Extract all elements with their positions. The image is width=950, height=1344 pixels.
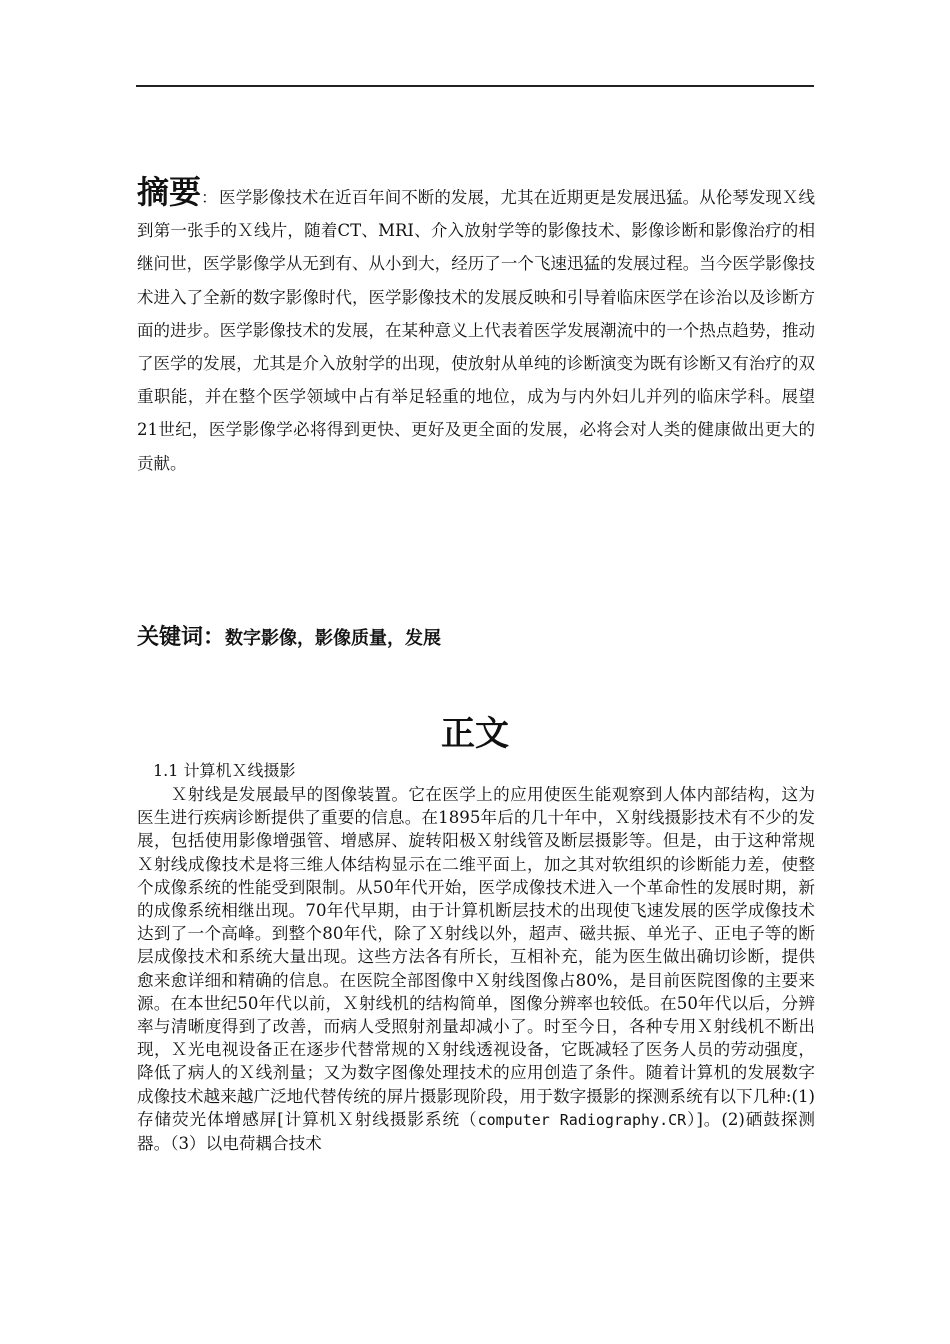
body-paragraph [137,783,815,1155]
body-text-part2: ）]。(2)硒鼓探测器。（3）以电荷耦合技术 [137,1109,815,1154]
keywords-line [137,620,815,651]
body-text-part1: Ｘ射线是发展最早的图像装置。它在医学上的应用使医生能观察到人体内部结构，这为医生进行疾病诊断提供了重要的信息。在1895年后的几十年中，Ｘ射线摄影技术有不少的发展，包括使用影像增强管、增感屏、旋转阳极Ｘ射线管及断层摄影等。但是，由于这种常规Ｘ射线成像技术是将三维人体结构显示在二维平面上，加之其对软组织的诊断能力差，使整个成像系统的性能受到限制。从50年代开始，医学成像技术进入一个革命性的发展时期，新的成像系统相继出现。70年代早期，由于计算机断层技术的出现使飞速发展的医学成像技术达到了一个高峰。到整个80年代，除了Ｘ射线以外，超声、磁共振、单光子、正电子等的断层成像技术和系统大量出现。这些方法各有所长，互相补充，能为医生做出确切诊断，提供愈来愈详细和精确的信息。在医院全部图像中Ｘ射线图像占80%，是目前医院图像的主要来源。在本世纪50年代以前，Ｘ射线机的结构简单，图像分辨率也较低。在50年代以后，分辨率与清晰度得到了改善，而病人受照射剂量却减小了。时至今日，各种专用Ｘ射线机不断出现，Ｘ光电视设备正在逐步代替常规的Ｘ射线透视设备，它既减轻了医务人员的劳动强度，降低了病人的Ｘ线剂量；又为数字图像处理技术的应用创造了条件。随着计算机的发展数字成像技术越来越广泛地代替传统的屏片摄影现阶段，用于数字摄影的探测系统有以下几种:(1)存储荧光体增感屏[计算机Ｘ射线摄影系统（ [137,785,815,1129]
keywords-value: 数字影像，影像质量，发展 [225,628,442,649]
abstract-text: 医学影像技术在近百年间不断的发展，尤其在近期更是发展迅猛。从伦琴发现Ｘ线到第一张手的Ｘ线片，随着CT、MRI、介入放射学等的影像技术、影像诊断和影像治疗的相继问世，医学影像学从无到有、从小到大，经历了一个飞速迅猛的发展过程。当今医学影像技术进入了全新的数字影像时代，医学影像技术的发展反映和引导着临床医学在诊治以及诊断方面的进步。医学影像技术的发展，在某种意义上代表着医学发展潮流中的一个热点趋势，推动了医学的发展，尤其是介入放射学的出现，使放射从单纯的诊断演变为既有诊断又有治疗的双重职能，并在整个医学领域中占有举足轻重的地位，成为与内外妇儿并列的临床学科。展望21世纪，医学影像学必将得到更快、更好及更全面的发展，必将会对人类的健康做出更大的贡献。 [137,188,815,473]
keywords-label: 关键词： [137,625,226,650]
main-body-heading: 正文 [441,714,509,754]
header-rule [136,85,814,87]
abstract-paragraph [137,173,815,480]
body-text-english-term: computer Radiography.CR [477,1110,687,1129]
abstract-label: 摘要 [137,173,202,211]
abstract-colon: ： [201,188,218,207]
subsection-heading: 1.1 计算机Ｘ线摄影 [153,761,296,780]
